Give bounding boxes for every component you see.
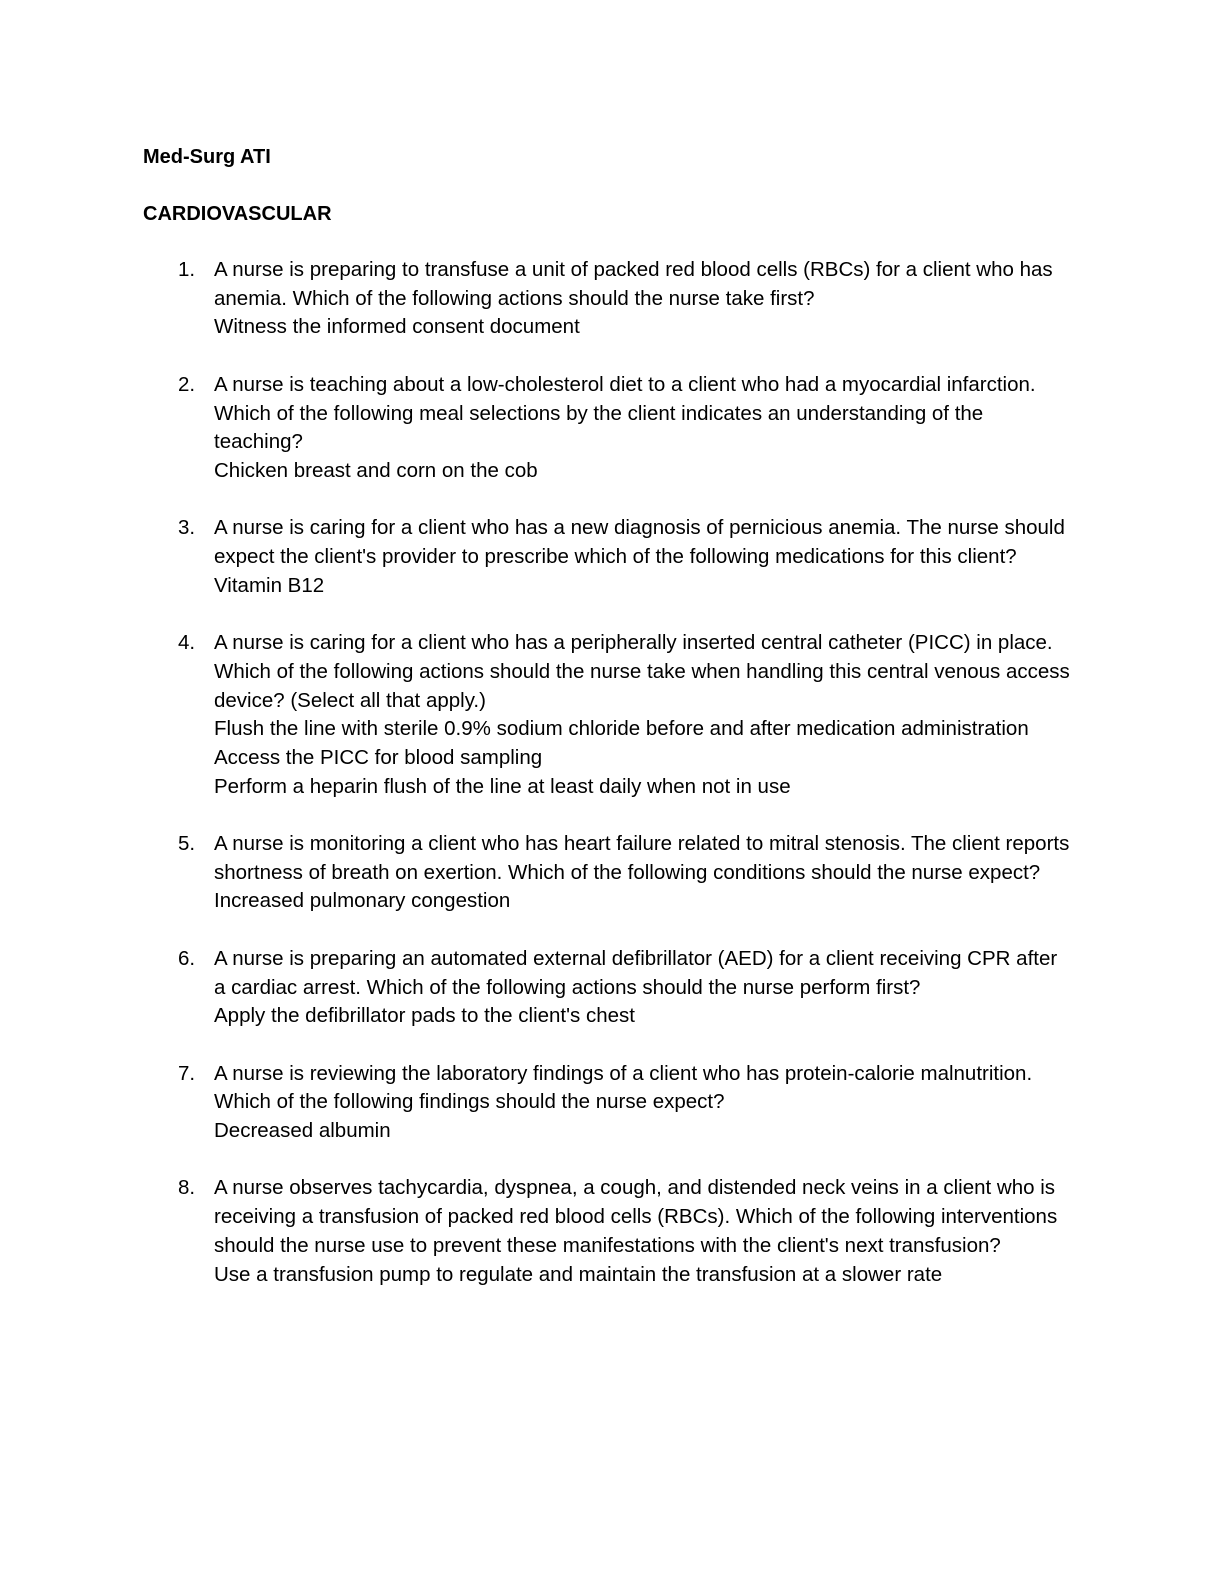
question-list xyxy=(0,256,1224,1318)
question-item xyxy=(0,1060,1074,1146)
question-number: 3. xyxy=(178,516,196,540)
question-text: A nurse is caring for a client who has a new diagnosis of pernicious anemia. The nurse should expect the client's provider to prescribe which of the following medications for this client? xyxy=(214,516,1065,568)
question-item xyxy=(0,256,1074,342)
question-text: A nurse observes tachycardia, dyspnea, a cough, and distended neck veins in a client who is receiving a transfusion of packed red blood cells (RBCs). Which of the following interventions should the nurse use to prevent these manifestations with the client's next transfusion? xyxy=(214,1176,1058,1257)
question-item xyxy=(0,514,1074,600)
question-number: 2. xyxy=(178,372,196,396)
question-text: A nurse is monitoring a client who has heart failure related to mitral stenosis. The client reports shortness of breath on exertion. Which of the following conditions should the nurse expect? xyxy=(214,832,1070,884)
section-heading: CARDIOVASCULAR xyxy=(143,203,332,225)
question-number: 8. xyxy=(178,1176,196,1200)
question-answer: Flush the line with sterile 0.9% sodium chloride before and after medication administration xyxy=(214,717,1029,741)
question-number: 5. xyxy=(178,832,196,855)
question-text: A nurse is preparing to transfuse a unit of packed red blood cells (RBCs) for a client who has anemia. Which of the following actions should the nurse take first? xyxy=(214,258,1053,310)
question-answer: Chicken breast and corn on the cob xyxy=(214,458,538,482)
question-answer: Use a transfusion pump to regulate and maintain the transfusion at a slower rate xyxy=(214,1262,943,1286)
question-text: A nurse is preparing an automated external defibrillator (AED) for a client receiving CPR after a cardiac arrest. Which of the following actions should the nurse perform first? xyxy=(214,946,1058,999)
question-number: 4. xyxy=(178,631,196,655)
question-answer: Access the PICC for blood sampling xyxy=(214,745,543,769)
question-item xyxy=(0,1174,1074,1289)
question-answer: Decreased albumin xyxy=(214,1119,391,1142)
question-item xyxy=(0,629,1074,801)
question-item xyxy=(0,371,1074,486)
document-title: Med-Surg ATI xyxy=(143,146,271,168)
question-item xyxy=(0,945,1074,1031)
question-text: A nurse is caring for a client who has a peripherally inserted central catheter (PICC) in place. Which of the following actions should the nurse take when handling this central venous access device? (Select all that apply.) xyxy=(214,631,1070,712)
question-text: A nurse is teaching about a low-cholesterol diet to a client who had a myocardial infarction. Which of the following meal selections by the client indicates an understanding of the teaching? xyxy=(214,372,1036,454)
question-number: 7. xyxy=(178,1061,196,1085)
question-text: A nurse is reviewing the laboratory findings of a client who has protein-calorie malnutrition. Which of the following findings should the nurse expect? xyxy=(214,1061,1033,1114)
question-number: 1. xyxy=(178,258,196,281)
question-answer: Witness the informed consent document xyxy=(214,315,580,339)
question-answer: Vitamin B12 xyxy=(214,573,325,597)
question-number: 6. xyxy=(178,946,196,970)
question-answer: Apply the defibrillator pads to the client's chest xyxy=(214,1004,635,1028)
question-answer: Perform a heparin flush of the line at least daily when not in use xyxy=(214,774,791,798)
question-item xyxy=(0,830,1074,916)
question-answer: Increased pulmonary congestion xyxy=(214,889,511,913)
